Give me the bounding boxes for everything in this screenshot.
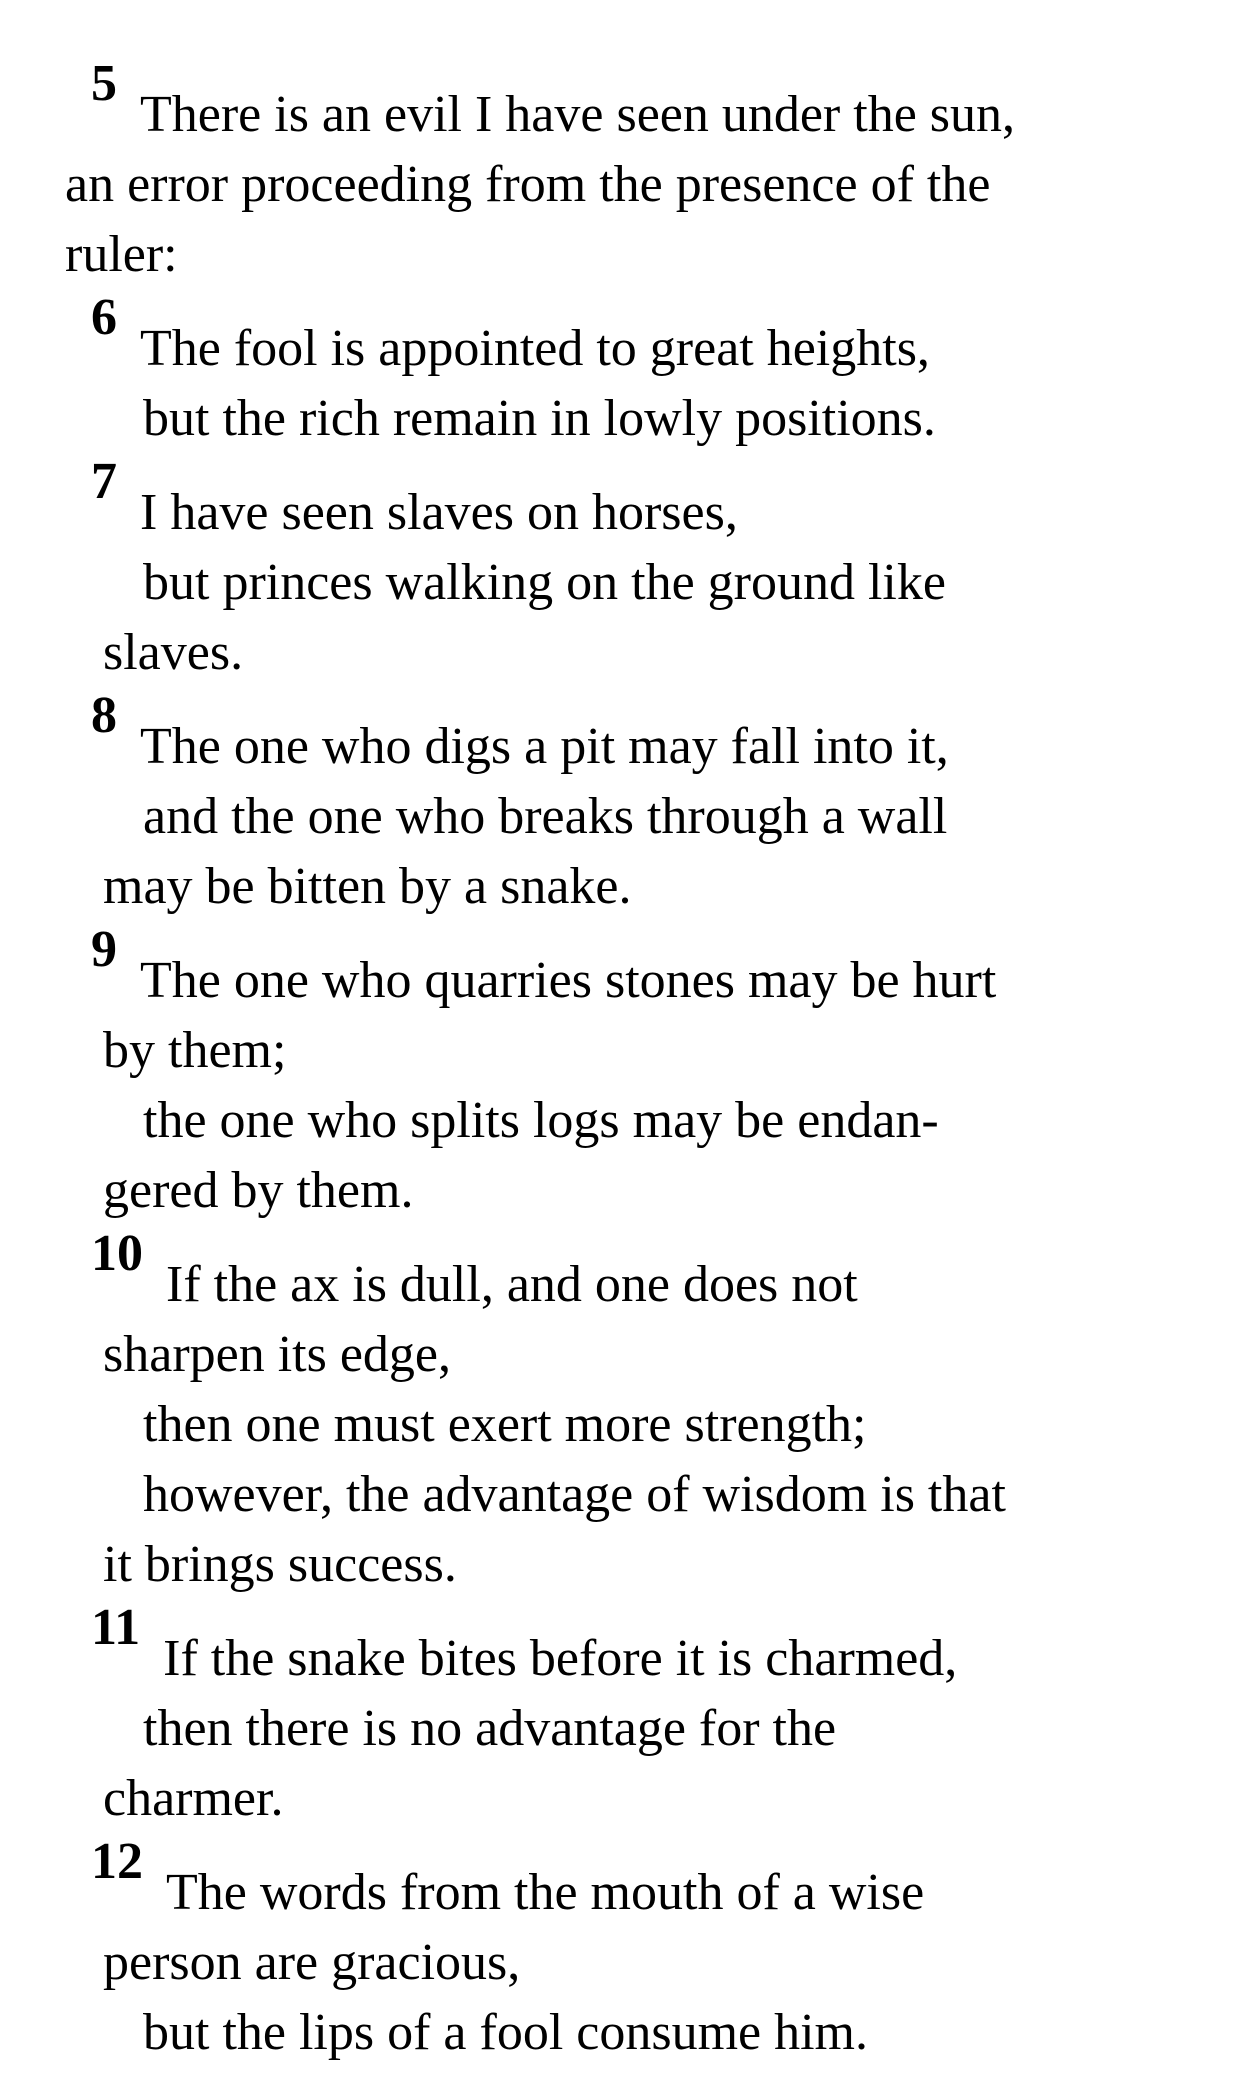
verse-text: but the rich remain in lowly positions.: [143, 390, 936, 447]
verse-11-line-2: [0, 1694, 1242, 1764]
verse-number-7: 7: [91, 452, 117, 510]
verse-text: and the one who breaks through a wall: [143, 788, 948, 845]
verse-text: sharpen its edge,: [103, 1326, 452, 1383]
verse-11-line-3: [0, 1764, 1242, 1834]
verse-number-12: 12: [91, 1832, 143, 1890]
verse-text: person are gracious,: [103, 1934, 521, 1991]
verse-text: The one who quarries stones may be hurt: [140, 952, 997, 1009]
verse-6-line-1: [0, 288, 1242, 384]
verse-6-line-2: [0, 384, 1242, 454]
verse-text: gered by them.: [103, 1162, 414, 1219]
verse-10-line-1: [0, 1224, 1242, 1320]
verse-5-line-1: [0, 54, 1242, 150]
verse-text: slaves.: [103, 624, 244, 681]
verse-8-line-3: [0, 852, 1242, 922]
verse-text: ruler:: [65, 226, 178, 283]
verse-8: [0, 686, 1242, 922]
verse-number-10: 10: [91, 1224, 143, 1282]
verse-text: then one must exert more strength;: [143, 1396, 867, 1453]
verse-10-line-3: [0, 1390, 1242, 1460]
passage-verses: [0, 54, 1242, 2068]
verse-11: [0, 1598, 1242, 1834]
verse-number-5: 5: [91, 54, 117, 112]
verse-text: then there is no advantage for the: [143, 1700, 837, 1757]
verse-9-line-4: [0, 1156, 1242, 1226]
verse-number-11: 11: [91, 1598, 141, 1656]
verse-12-line-2: [0, 1928, 1242, 1998]
verse-5-line-3: [0, 220, 1242, 290]
verse-text: by them;: [103, 1022, 287, 1079]
verse-text: The words from the mouth of a wise: [166, 1864, 925, 1921]
verse-text: charmer.: [103, 1770, 284, 1827]
verse-text: the one who splits logs may be endan-: [143, 1092, 939, 1149]
verse-10-line-4: [0, 1460, 1242, 1530]
verse-text: however, the advantage of wisdom is that: [143, 1466, 1006, 1523]
verse-text: it brings success.: [103, 1536, 457, 1593]
verse-text: but the lips of a fool consume him.: [143, 2004, 869, 2061]
verse-8-line-2: [0, 782, 1242, 852]
verse-9: [0, 920, 1242, 1226]
verse-11-line-1: [0, 1598, 1242, 1694]
verse-12-line-3: [0, 1998, 1242, 2068]
verse-9-line-3: [0, 1086, 1242, 1156]
verse-7: [0, 452, 1242, 688]
verse-6: [0, 288, 1242, 454]
verse-text: The fool is appointed to great heights,: [140, 320, 930, 377]
verse-text: There is an evil I have seen under the sun,: [140, 86, 1016, 143]
verse-7-line-2: [0, 548, 1242, 618]
verse-text: If the snake bites before it is charmed,: [163, 1630, 958, 1687]
verse-text: I have seen slaves on horses,: [140, 484, 738, 541]
verse-5: [0, 54, 1242, 290]
verse-5-line-2: [0, 150, 1242, 220]
verse-12-line-1: [0, 1832, 1242, 1928]
verse-8-line-1: [0, 686, 1242, 782]
verse-10-line-2: [0, 1320, 1242, 1390]
verse-text: an error proceeding from the presence of the: [65, 156, 991, 213]
verse-number-8: 8: [91, 686, 117, 744]
verse-text: If the ax is dull, and one does not: [166, 1256, 858, 1313]
verse-9-line-2: [0, 1016, 1242, 1086]
verse-12: [0, 1832, 1242, 2068]
verse-10: [0, 1224, 1242, 1600]
verse-text: The one who digs a pit may fall into it,: [140, 718, 949, 775]
verse-text: may be bitten by a snake.: [103, 858, 632, 915]
verse-text: but princes walking on the ground like: [143, 554, 946, 611]
verse-number-9: 9: [91, 920, 117, 978]
verse-10-line-5: [0, 1530, 1242, 1600]
verse-7-line-3: [0, 618, 1242, 688]
verse-number-6: 6: [91, 288, 117, 346]
verse-7-line-1: [0, 452, 1242, 548]
verse-9-line-1: [0, 920, 1242, 1016]
